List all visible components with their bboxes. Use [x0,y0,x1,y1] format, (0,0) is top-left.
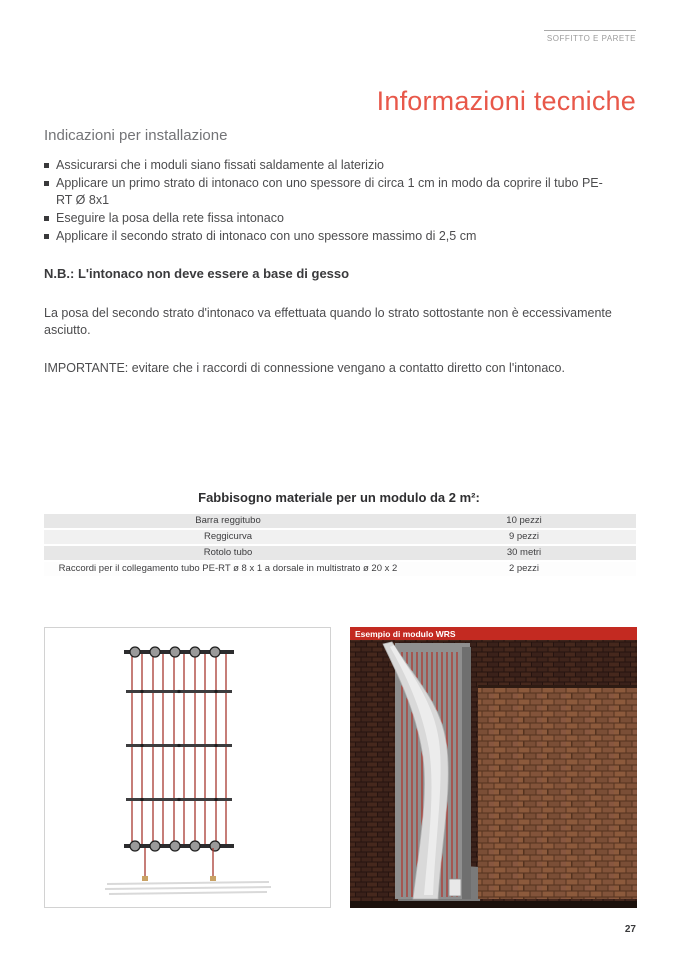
material-qty: 2 pezzi [508,563,540,574]
page-title: Informazioni tecniche [376,86,636,116]
table-row [44,514,636,528]
square-bullet-icon [44,216,49,221]
bullet-item [44,157,604,174]
bullet-text: Applicare un primo strato di intonaco con uno spessore di circa 1 cm in modo da coprire il tubo PE-RT Ø 8x1 [56,176,603,207]
wrs-example-figure [350,627,637,908]
section-header-label: SOFFITTO E PARETE [546,34,636,43]
square-bullet-icon [44,181,49,186]
table-row [44,546,636,560]
table-row [44,530,636,544]
bullet-item [44,228,604,245]
header-rule [544,30,636,31]
bullet-text: Eseguire la posa della rete fissa intonaco [56,211,284,225]
wrs-caption: Esempio di modulo WRS [355,629,456,639]
nb-note: N.B.: L'intonaco non deve essere a base di gesso [44,266,350,281]
module-diagram [45,628,330,907]
installation-heading: Indicazioni per installazione [44,127,228,144]
paragraph-drying: La posa del secondo strato d'intonaco va effettuata quando lo strato sottostante non è eccessivamente asciutto. [44,306,612,337]
bullet-text: Applicare il secondo strato di intonaco con uno spessore massimo di 2,5 cm [56,229,477,243]
installation-bullet-list [44,157,604,246]
material-name: Reggicurva [203,531,253,542]
material-name: Raccordi per il collegamento tubo PE-RT ø 8 x 1 a dorsale in multistrato ø 20 x 2 [58,563,398,574]
bullet-text: Assicurarsi che i moduli siano fissati saldamente al laterizio [56,158,384,172]
material-name: Barra reggitubo [195,515,261,526]
bullet-item [44,210,604,227]
square-bullet-icon [44,234,49,239]
bullet-item [44,175,604,209]
material-qty: 30 metri [506,547,542,558]
material-qty: 9 pezzi [508,531,540,542]
table-row [44,562,636,576]
square-bullet-icon [44,163,49,168]
material-qty: 10 pezzi [506,515,542,526]
page-number: 27 [624,924,636,935]
materials-heading: Fabbisogno materiale per un modulo da 2 m²: [198,490,480,505]
materials-table [44,514,636,578]
material-name: Rotolo tubo [203,547,253,558]
paragraph-important: IMPORTANTE: evitare che i raccordi di connessione vengano a contatto diretto con l'intonaco. [44,361,565,375]
wrs-example-image [350,627,637,908]
module-diagram-figure [44,627,331,908]
